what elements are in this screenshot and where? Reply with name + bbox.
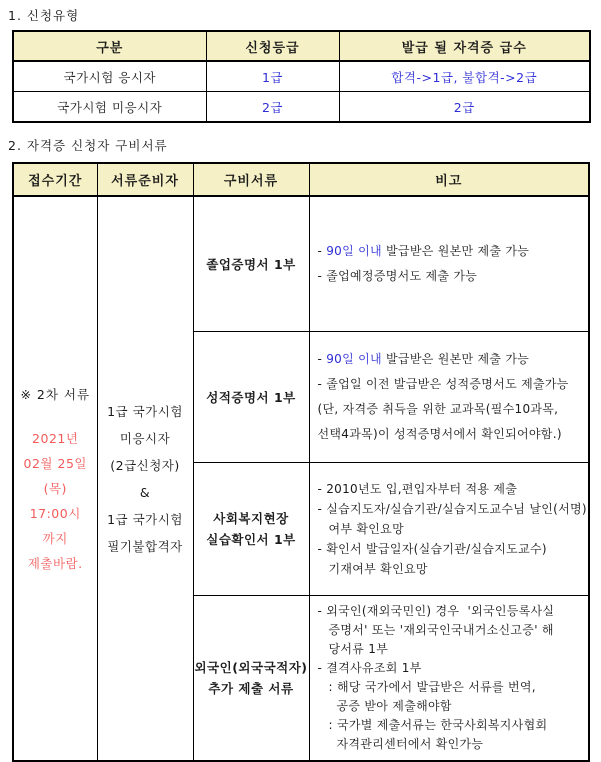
remark-line: 여부 확인요망 xyxy=(328,522,404,536)
remark-line: - 실습지도자/실습기관/실습지도교수님 날인(서명) xyxy=(317,502,587,516)
col-header-remarks: 비고 xyxy=(309,163,589,196)
required-documents-table xyxy=(12,162,590,762)
grade-exam-taker: 1급 xyxy=(206,61,339,92)
result-exam-taker: 합격->1급, 불합격->2급 xyxy=(339,61,590,92)
deadline-line: 17:00시 xyxy=(29,505,81,521)
remark-line: 자격관리센터에서 확인가능 xyxy=(336,737,484,751)
table-row-non-exam-taker xyxy=(13,92,590,123)
deadline-text xyxy=(14,426,97,576)
remark-line: - 졸업예정증명서도 제출 가능 xyxy=(317,269,478,283)
remark-line: 선택4과목)이 성적증명서에서 확인되어야함.) xyxy=(317,427,562,441)
result-non-exam-taker: 2급 xyxy=(339,92,590,123)
remark-line: 당서류 1부 xyxy=(328,642,389,656)
application-type-table xyxy=(12,30,591,123)
section1-title: 1. 신청유형 xyxy=(8,8,80,23)
doc-name-line: 외국인(외국국적자) xyxy=(194,660,308,675)
preparer-line: (2급신청자) xyxy=(110,457,180,473)
doc-name-line: 졸업증명서 1부 xyxy=(206,256,296,272)
doc-name-line: 실습확인서 1부 xyxy=(206,532,296,547)
remark-highlight: 90일 이내 xyxy=(326,352,382,366)
deadline-line: 까지 xyxy=(42,530,68,546)
second-round-note: ※ 2차 서류 xyxy=(20,386,91,402)
preparer-line: & xyxy=(139,484,151,500)
preparer-line: 1급 국가시험 xyxy=(107,511,183,527)
application-type-header-row xyxy=(13,31,590,61)
doc-name-field-practice-cert xyxy=(193,463,309,596)
remark-text: - xyxy=(317,244,327,258)
doc-name-graduation-cert xyxy=(193,196,309,332)
remarks-transcript xyxy=(309,332,589,463)
col-header-required-docs: 구비서류 xyxy=(193,163,309,196)
col-header-preparer: 서류준비자 xyxy=(97,163,193,196)
preparer-line: 미응시자 xyxy=(119,430,171,446)
preparer-line: 1급 국가시험 xyxy=(107,403,183,419)
category-non-exam-taker: 국가시험 미응시자 xyxy=(13,92,206,123)
remark-line: 공증 받아 제출해야함 xyxy=(336,699,452,713)
section2-title: 2. 자격증 신청자 구비서류 xyxy=(8,138,168,153)
remark-text: 발급받은 원본만 제출 가능 xyxy=(381,352,530,366)
remark-line xyxy=(318,239,585,264)
remark-line: : 국가별 제출서류는 한국사회복지사협회 xyxy=(328,718,548,732)
remark-highlight: 90일 이내 xyxy=(326,244,382,258)
doc-name-transcript xyxy=(193,332,309,463)
category-exam-taker: 국가시험 응시자 xyxy=(13,61,206,92)
doc-name-line: 추가 제출 서류 xyxy=(208,681,294,696)
remark-line: : 해당 국가에서 발급받은 서류를 번역, xyxy=(328,680,536,694)
col-header-grade: 신청등급 xyxy=(206,31,339,61)
remark-line: - 졸업일 이전 발급받은 성적증명서도 제출가능 xyxy=(317,377,569,391)
table-row-graduation-cert xyxy=(13,196,589,332)
remark-line: - 외국인(재외국민인) 경우 '외국인등록사실 xyxy=(317,604,555,618)
col-header-reception-period: 접수기간 xyxy=(13,163,97,196)
remark-line: 기재여부 확인요망 xyxy=(328,562,428,576)
table-row-exam-taker xyxy=(13,61,590,92)
remarks-graduation-cert xyxy=(309,196,589,332)
reception-period-cell xyxy=(13,196,97,761)
documents-header-row xyxy=(13,163,589,196)
deadline-line: 2021년 xyxy=(32,430,79,446)
col-header-issued-grade: 발급 될 자격증 급수 xyxy=(339,31,590,61)
remark-text: - xyxy=(317,352,327,366)
deadline-line: 02월 25일 (목) xyxy=(23,455,87,496)
grade-non-exam-taker: 2급 xyxy=(206,92,339,123)
deadline-line: 제출바람. xyxy=(27,555,83,571)
doc-name-line: 성적증명서 1부 xyxy=(206,389,296,405)
remarks-foreigner-docs xyxy=(309,596,589,762)
remark-text: 발급받은 원본만 제출 가능 xyxy=(381,244,530,258)
doc-name-foreigner-docs xyxy=(193,596,309,762)
preparer-cell xyxy=(97,196,193,761)
remark-line: - 확인서 발급일자(실습기관/실습지도교수) xyxy=(317,542,547,556)
remark-line: (단, 자격증 취득을 위한 교과목(필수10과목, xyxy=(317,402,559,416)
remark-line: - 결격사유조회 1부 xyxy=(317,661,422,675)
doc-name-line: 사회복지현장 xyxy=(213,511,289,526)
remark-line: 증명서' 또는 '재외국인국내거소신고증' 해 xyxy=(328,623,554,637)
remark-line: - 2010년도 입,편입자부터 적용 제출 xyxy=(317,482,518,496)
preparer-line: 필기불합격자 xyxy=(107,538,183,554)
col-header-category: 구분 xyxy=(13,31,206,61)
remarks-field-practice-cert xyxy=(309,463,589,596)
remark-line xyxy=(318,347,585,372)
